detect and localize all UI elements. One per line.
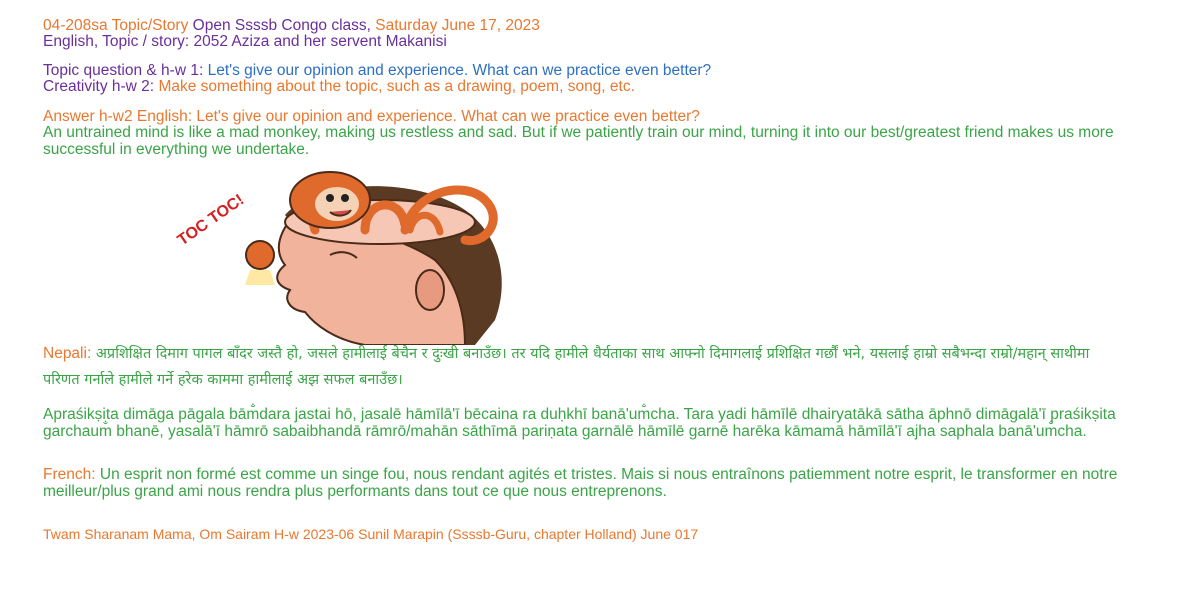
french-text: Un esprit non formé est comme un singe fou, nous rendant agités et tristes. Mais si nous entraînons patiemment notre esprit, le transformer en notre meilleur/plus grand ami nous rendra plus performants dans tout ce que nous entreprenons.: [43, 466, 1118, 500]
nepali-transliteration: Apraśikṣita dimāga pāgala bām̐dara jastai hō, jasalē hāmīlā'ī bēcaina ra duḥkhī banā'um̐cha. Tara yadi hāmīlē dhairyatākā sātha āphnō dimāgalā'ī praśikṣita garchaum̐ bhanē, yasalā'ī hāmrō sabaibhandā rāmrō/mahān sāthīmā pariṇata garnālē hāmīlē garnē harēka kāmamā hāmīlā'ī ajha saphala banā'um̐cha.: [43, 406, 1116, 440]
hw2-line: [43, 78, 1153, 95]
header-line: [43, 17, 1153, 34]
class-name: Open Ssssb Congo class,: [192, 17, 371, 34]
toc-sound-text: TOC TOC!: [174, 191, 248, 250]
lesson-code: 04-208sa Topic/Story: [43, 17, 189, 34]
monkey-illustration: [165, 160, 525, 345]
nepali-text: अप्रशिक्षित दिमाग पागल बाँदर जस्तै हो, जसले हामीलाई बेचैन र दुःखी बनाउँछ। तर यदि हामीले धैर्यताका साथ आफ्नो दिमागलाई प्रशिक्षित गर्छौं भने, यसलाई हाम्रो सबैभन्दा राम्रो/महान् साथीमा परिणत गर्नाले हामीले गर्ने हरेक काममा हामीलाई अझ सफल बनाउँछ।: [43, 346, 1090, 388]
nepali-devanagari: [43, 341, 1128, 393]
french-paragraph: [43, 466, 1148, 500]
topic-subtitle: English, Topic / story: 2052 Aziza and her servent Makanisi: [43, 33, 447, 50]
french-label: French:: [43, 466, 96, 483]
hw2-label: Creativity h-w 2:: [43, 78, 155, 95]
hw1-text: Let's give our opinion and experience. What can we practice even better?: [207, 62, 712, 79]
nepali-label: Nepali:: [43, 345, 92, 362]
answer-body: An untrained mind is like a mad monkey, making us restless and sad. But if we patiently train our mind, turning it into our best/greatest friend makes us more successful in everything we undertake.: [43, 124, 1114, 158]
footer-text: Twam Sharanam Mama, Om Sairam H-w 2023-06 Sunil Marapin (Ssssb-Guru, chapter Holland) June 017: [43, 526, 699, 542]
monkey-on-head-icon: [165, 160, 525, 345]
hw2-text: Make something about the topic, such as a drawing, poem, song, etc.: [158, 78, 635, 95]
answer-heading: Answer h-w2 English: Let's give our opinion and experience. What can we practice even better?: [43, 108, 700, 125]
lesson-date: Saturday June 17, 2023: [375, 17, 540, 34]
hw1-label: Topic question & h-w 1:: [43, 62, 204, 79]
hw1-line: [43, 62, 1153, 79]
